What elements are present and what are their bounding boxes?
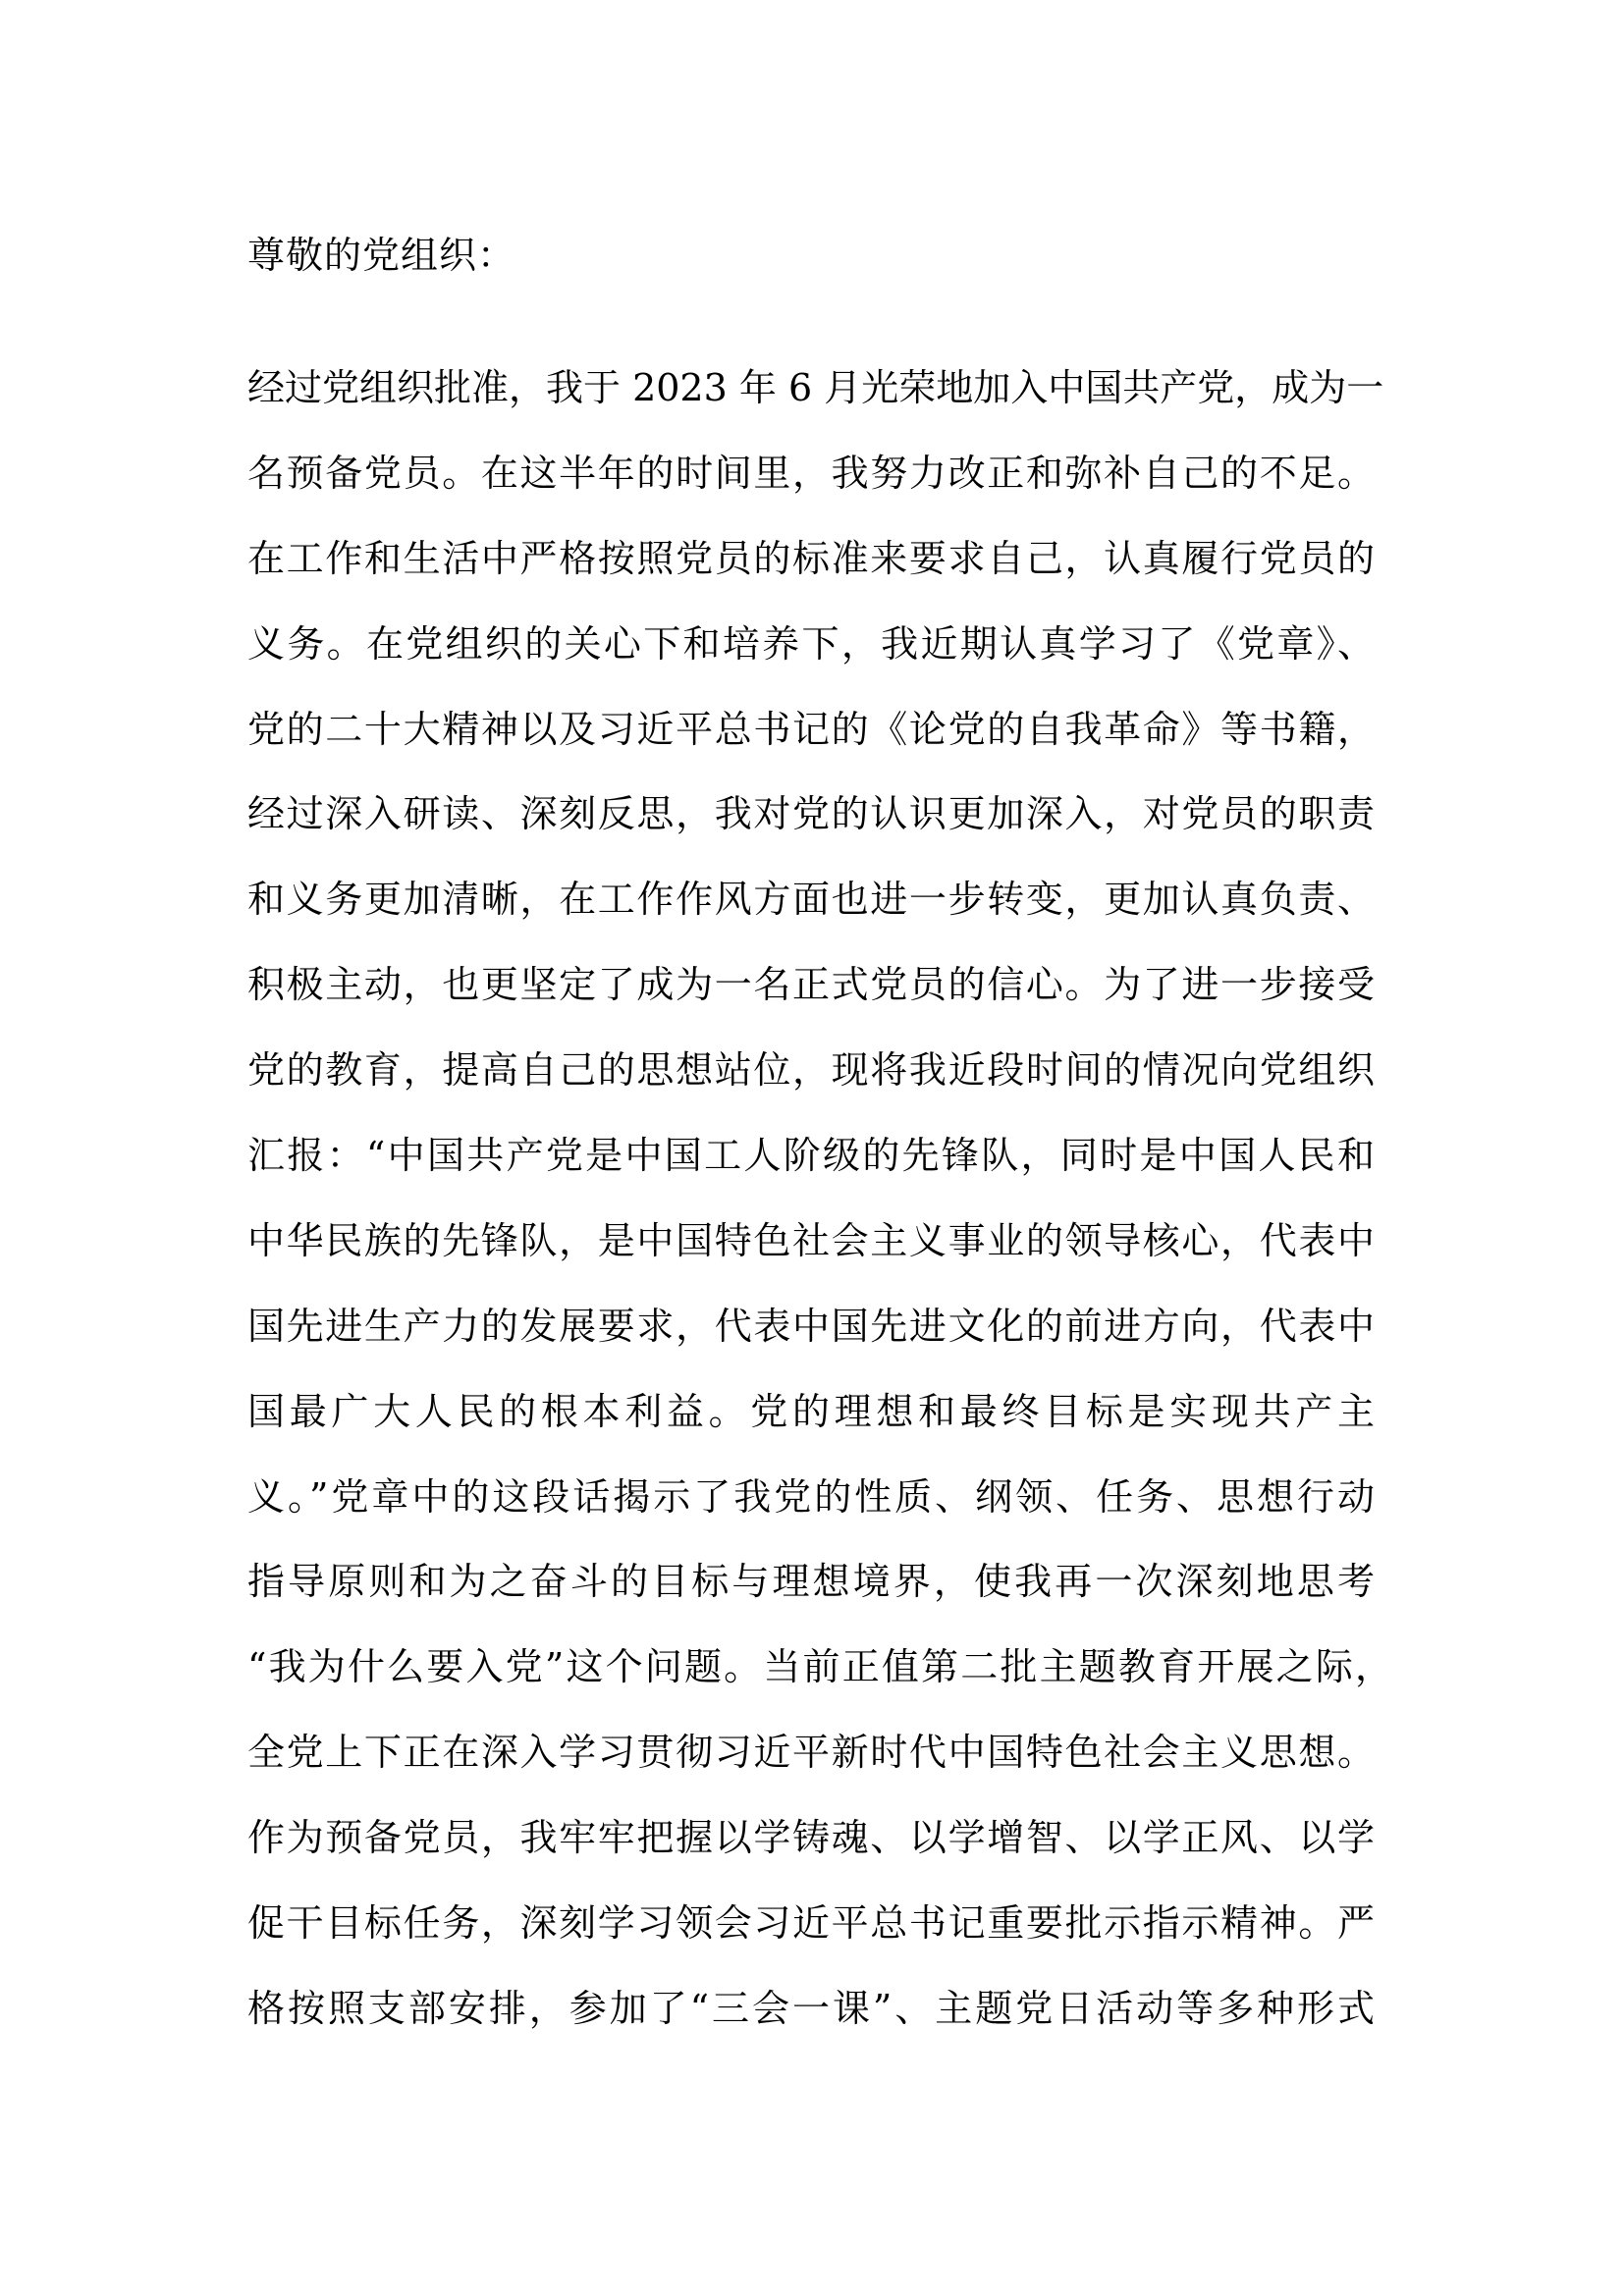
- body-line: 作为预备党员，我牢牢把握以学铸魂、以学增智、以学正风、以学: [247, 1816, 1375, 1860]
- body-line: 党的二十大精神以及习近平总书记的《论党的自我革命》等书籍，: [247, 707, 1375, 751]
- body-line: 党的教育，提高自己的思想站位，现将我近段时间的情况向党组织: [247, 1048, 1375, 1093]
- body-line: 义。”党章中的这段话揭示了我党的性质、纲领、任务、思想行动: [247, 1474, 1375, 1519]
- body-line: 汇报：“中国共产党是中国工人阶级的先锋队，同时是中国人民和: [247, 1134, 1375, 1178]
- body-line: 和义务更加清晰，在工作作风方面也进一步转变，更加认真负责、: [247, 878, 1375, 922]
- salutation: 尊敬的党组织：: [247, 234, 516, 277]
- body-line: 促干目标任务，深刻学习领会习近平总书记重要批示指示精神。严: [247, 1901, 1375, 1946]
- body-line: 义务。在党组织的关心下和培养下，我近期认真学习了《党章》、: [247, 621, 1375, 666]
- body-line: 全党上下正在深入学习贯彻习近平新时代中国特色社会主义思想。: [247, 1731, 1375, 1775]
- body-line: “我为什么要入党”这个问题。当前正值第二批主题教育开展之际，: [247, 1645, 1392, 1689]
- body-line: 在工作和生活中严格按照党员的标准来要求自己，认真履行党员的: [247, 536, 1375, 580]
- body-text: [247, 362, 1392, 2068]
- body-line: 指导原则和为之奋斗的目标与理想境界，使我再一次深刻地思考: [247, 1560, 1375, 1604]
- body-line: 中华民族的先锋队，是中国特色社会主义事业的领导核心，代表中: [247, 1218, 1375, 1262]
- body-line: 经过党组织批准，我于 2023 年 6 月光荣地加入中国共产党，成为一: [247, 366, 1384, 409]
- body-line: 国先进生产力的发展要求，代表中国先进文化的前进方向，代表中: [247, 1304, 1375, 1348]
- body-line: 格按照支部安排，参加了“三会一课”、主题党日活动等多种形式: [247, 1986, 1375, 2030]
- body-line: 国最广大人民的根本利益。党的理想和最终目标是实现共产主: [247, 1389, 1375, 1433]
- body-line: 名预备党员。在这半年的时间里，我努力改正和弥补自己的不足。: [247, 451, 1375, 495]
- body-line: 积极主动，也更坚定了成为一名正式党员的信心。为了进一步接受: [247, 963, 1375, 1007]
- body-line: 经过深入研读、深刻反思，我对党的认识更加深入，对党员的职责: [247, 792, 1375, 836]
